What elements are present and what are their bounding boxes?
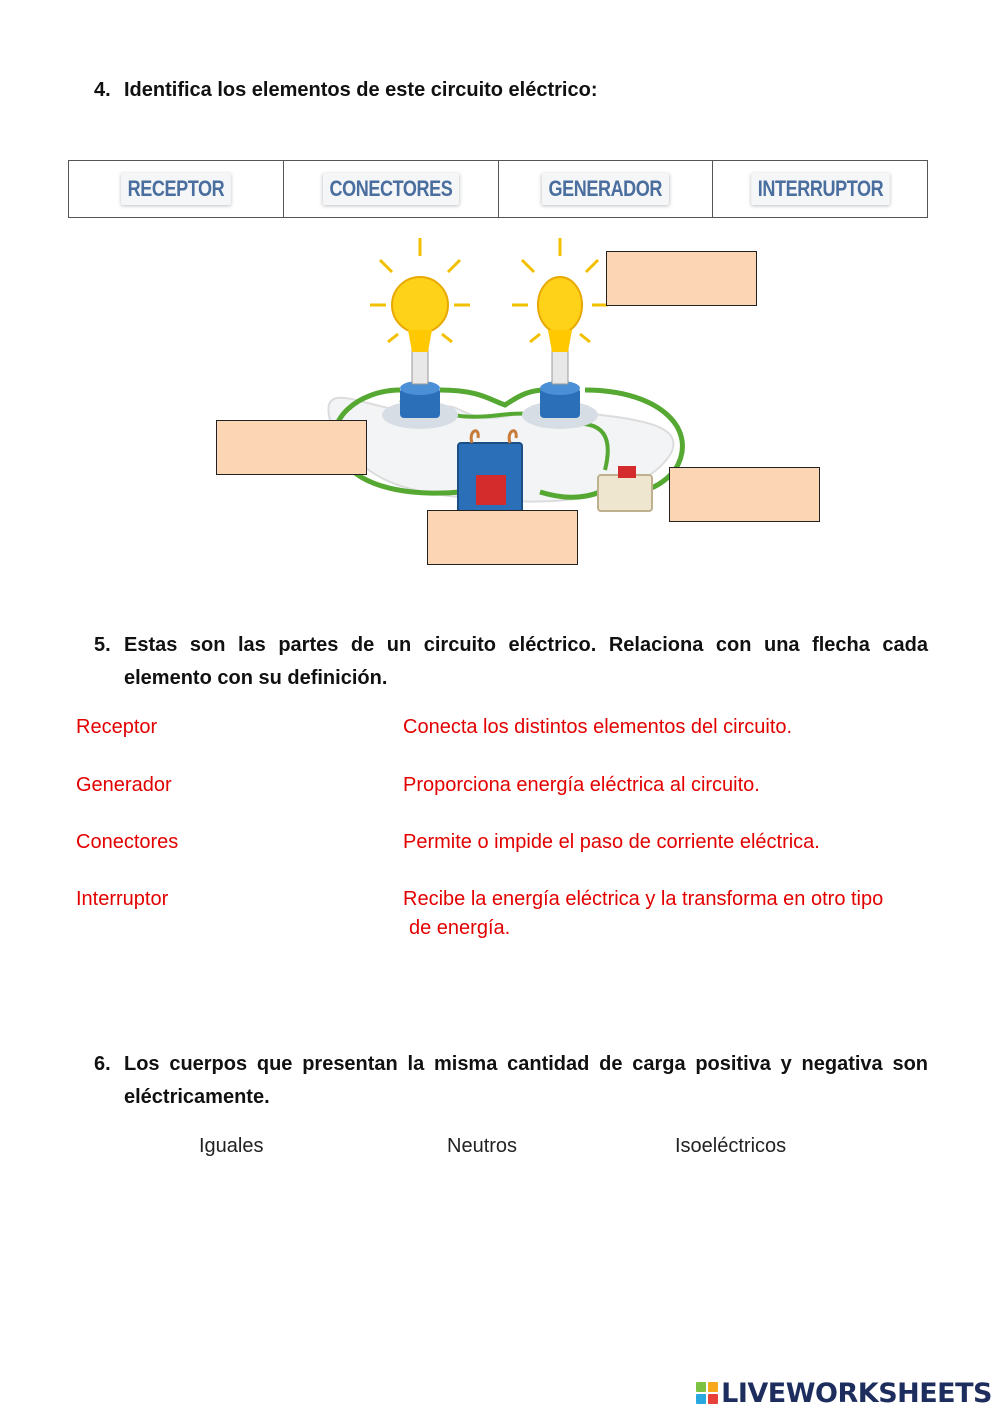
drop-zone-interruptor[interactable] xyxy=(669,467,820,522)
bulb-right xyxy=(538,277,582,333)
switch-button xyxy=(618,466,636,478)
bulb-neck-right xyxy=(548,330,572,352)
drop-zone-generador[interactable] xyxy=(427,510,578,565)
option-iguales[interactable]: Iguales xyxy=(199,1135,264,1157)
drop-zone-receptor[interactable] xyxy=(606,251,757,306)
question-6-text xyxy=(124,1048,928,1114)
logo-text: LIVEWORKSHEETS xyxy=(721,1377,992,1409)
definition-permite[interactable]: Permite o impide el paso de corriente eléctrica. xyxy=(403,831,820,853)
switch-base xyxy=(598,475,652,511)
question-6-line-2: eléctricamente. xyxy=(124,1086,270,1108)
question-5-line-1: Estas son las partes de un circuito eléctrico. Relaciona con una flecha cada xyxy=(124,634,928,656)
definition-recibe-line-2: de energía. xyxy=(409,917,511,939)
option-isoelectricos[interactable]: Isoeléctricos xyxy=(675,1135,787,1157)
question-4-text: Identifica los elementos de este circuito eléctrico: xyxy=(124,79,598,101)
definition-recibe[interactable] xyxy=(403,885,883,943)
bulb-socket-left xyxy=(412,350,428,384)
term-generador[interactable]: Generador xyxy=(76,774,172,796)
word-chip-conectores[interactable]: CONECTORES xyxy=(323,173,459,205)
wire-middle xyxy=(440,390,545,405)
question-6-line-1: Los cuerpos que presentan la misma cantidad de carga positiva y negativa son xyxy=(124,1053,928,1075)
word-bank-table xyxy=(68,160,928,218)
question-4-number: 4. xyxy=(94,79,111,101)
bulb-left xyxy=(392,277,448,333)
liveworksheets-logo[interactable] xyxy=(696,1377,992,1409)
battery-label xyxy=(476,475,506,505)
bulb-neck-left xyxy=(408,330,432,352)
definition-recibe-line-1: Recibe la energía eléctrica y la transforma en otro tipo xyxy=(403,888,884,910)
question-6 xyxy=(94,1048,928,1114)
term-conectores[interactable]: Conectores xyxy=(76,831,179,853)
word-chip-interruptor[interactable]: INTERRUPTOR xyxy=(751,173,890,205)
question-5-number: 5. xyxy=(94,634,111,656)
term-interruptor[interactable]: Interruptor xyxy=(76,888,169,910)
definition-conecta[interactable]: Conecta los distintos elementos del circuito. xyxy=(403,716,793,738)
question-4 xyxy=(94,74,934,107)
question-6-number: 6. xyxy=(94,1053,111,1075)
word-bank-cell xyxy=(69,161,284,217)
bulb-socket-right xyxy=(552,350,568,384)
word-chip-receptor[interactable]: RECEPTOR xyxy=(121,173,231,205)
word-bank-cell xyxy=(499,161,714,217)
option-neutros[interactable]: Neutros xyxy=(447,1135,518,1157)
drop-zone-conectores[interactable] xyxy=(216,420,367,475)
word-bank-cell xyxy=(284,161,499,217)
question-5-line-2: elemento con su definición. xyxy=(124,667,388,689)
question-5-text xyxy=(124,629,928,695)
term-receptor[interactable]: Receptor xyxy=(76,716,158,738)
logo-icon xyxy=(696,1382,718,1404)
question-5 xyxy=(94,629,928,695)
word-chip-generador[interactable]: GENERADOR xyxy=(542,173,669,205)
word-bank-cell xyxy=(713,161,927,217)
definition-proporciona[interactable]: Proporciona energía eléctrica al circuito. xyxy=(403,774,760,796)
